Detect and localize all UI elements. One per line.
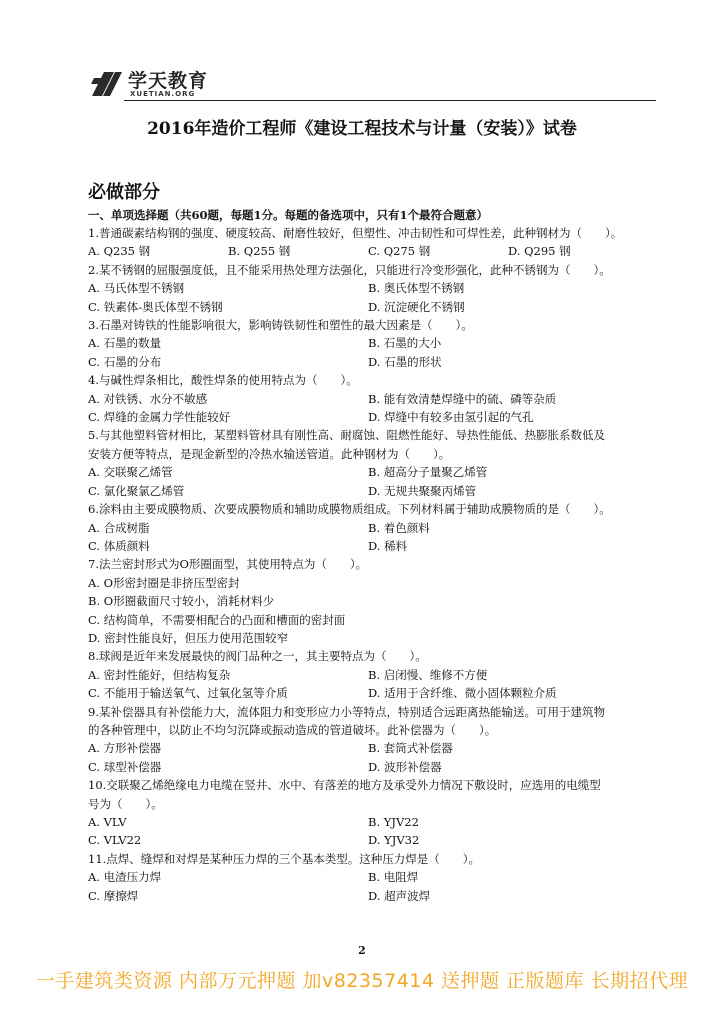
question-stem: 4.与碱性焊条相比，酸性焊条的使用特点为（ ）。: [88, 373, 358, 388]
answer-option: B. 套筒式补偿器: [368, 741, 453, 756]
answer-option: B. YJV22: [368, 815, 419, 829]
options-row: [88, 463, 660, 481]
answer-option: C. 石墨的分布: [88, 354, 162, 369]
question-item: [88, 261, 660, 316]
answer-option: A. 对铁锈、水分不敏感: [88, 391, 208, 406]
answer-option: D. 适用于含纤维、微小固体颗粒介质: [368, 686, 557, 701]
options-row: [88, 592, 660, 610]
document-title: 2016年造价工程师《建设工程技术与计量（安装）》试卷: [147, 119, 577, 139]
question-list: [88, 224, 660, 905]
options-row: [88, 611, 660, 629]
options-row: [88, 887, 660, 905]
answer-option: D. 无规共聚聚丙烯管: [368, 483, 477, 498]
question-item: [88, 850, 660, 905]
answer-option: C. 球型补偿器: [88, 759, 162, 774]
answer-option: C. 摩擦焊: [88, 888, 139, 903]
question-item: [88, 776, 660, 850]
question-stem: 号为（ ）。: [88, 796, 163, 811]
question-stem: 11.点焊、缝焊和对焊是某种压力焊的三个基本类型。这种压力焊是（ ）。: [88, 851, 481, 866]
options-row: [88, 353, 660, 371]
header-divider: [124, 100, 656, 101]
part-instructions: 一、单项选择题（共60题，每题1分。每题的备选项中，只有1个最符合题意）: [88, 208, 489, 222]
answer-option: B. 着色颜料: [368, 520, 430, 535]
question-item: [88, 426, 660, 500]
question-item: [88, 703, 660, 777]
answer-option: B. 启闭慢、维修不方便: [368, 667, 488, 682]
question-stem: 8.球阀是近年来发展最快的阀门品种之一，其主要特点为（ ）。: [88, 649, 427, 664]
answer-option: D. 焊缝中有较多由氢引起的气孔: [368, 410, 534, 425]
answer-option: D. 波形补偿器: [368, 759, 442, 774]
answer-option: B. 电阻焊: [368, 870, 419, 885]
answer-option: A. O形密封圈是非挤压型密封: [88, 575, 240, 590]
answer-option: A. 密封性能好，但结构复杂: [88, 667, 231, 682]
answer-option: D. 稀料: [368, 538, 408, 553]
question-item: [88, 316, 660, 371]
options-row: [88, 537, 660, 555]
options-row: [88, 666, 660, 684]
answer-option: A. 合成树脂: [88, 520, 150, 535]
answer-option: B. 奥氏体型不锈钢: [368, 281, 465, 296]
answer-option: C. 结构简单，不需要相配合的凸面和槽面的密封面: [88, 612, 346, 627]
page-number: 2: [358, 944, 366, 957]
question-item: [88, 647, 660, 702]
question-stem: 10.交联聚乙烯绝缘电力电缆在竖井、水中、有落差的地方及承受外力情况下敷设时，应选用的电缆型: [88, 778, 601, 793]
options-row: [88, 334, 660, 352]
options-row: [88, 298, 660, 316]
answer-option: D. 沉淀硬化不锈钢: [368, 299, 465, 314]
logo-text: 学天教育: [128, 70, 209, 92]
answer-option: B. 石墨的大小: [368, 336, 442, 351]
question-stem: 3.石墨对铸铁的性能影响很大，影响铸铁韧性和塑性的最大因素是（ ）。: [88, 318, 473, 333]
answer-option: C. Q275 钢: [368, 244, 431, 259]
answer-option: D. 密封性能良好，但压力使用范围较窄: [88, 630, 289, 645]
answer-option: A. 电渣压力焊: [88, 870, 162, 885]
answer-option: C. 氯化聚氯乙烯管: [88, 483, 185, 498]
options-row: [88, 831, 660, 849]
answer-option: D. Q295 钢: [508, 244, 571, 259]
answer-option: C. 不能用于输送氧气、过氧化氢等介质: [88, 686, 288, 701]
answer-option: B. 超高分子量聚乙烯管: [368, 465, 488, 480]
options-row: [88, 813, 660, 831]
options-row: [88, 868, 660, 886]
answer-option: A. Q235 钢: [88, 244, 151, 259]
options-row: [88, 242, 660, 260]
answer-option: C. 铁素体-奥氏体型不锈钢: [88, 299, 223, 314]
question-stem: 6.涂料由主要成膜物质、次要成膜物质和辅助成膜物质组成。下列材料属于辅助成膜物质的是（ ）。: [88, 502, 611, 517]
question-stem: 的各种管理中，以防止不均匀沉降或振动造成的管道破坏。此补偿器为（ ）。: [88, 722, 497, 737]
answer-option: B. Q255 钢: [228, 244, 291, 259]
page-header: [90, 66, 656, 102]
answer-option: C. VLV22: [88, 833, 142, 848]
answer-option: A. 马氏体型不锈钢: [88, 281, 185, 296]
options-row: [88, 519, 660, 537]
xuetian-logo-icon: [90, 68, 124, 98]
section-title: 必做部分: [88, 182, 160, 203]
question-stem: 2.某不锈钢的屈服强度低，且不能采用热处理方法强化，只能进行冷变形强化，此种不锈钢为（ ）。: [88, 262, 611, 277]
answer-option: C. 焊缝的金属力学性能较好: [88, 410, 231, 425]
answer-option: D. YJV32: [368, 833, 420, 848]
answer-option: A. 交联聚乙烯管: [88, 465, 173, 480]
question-item: [88, 224, 660, 261]
answer-option: B. 能有效清楚焊缝中的硫、磷等杂质: [368, 391, 557, 406]
question-stem: 9.某补偿器具有补偿能力大，流体阻力和变形应力小等特点，特别适合远距离热能输送。可用于建筑物: [88, 704, 605, 719]
answer-option: B. O形圈截面尺寸较小，消耗材料少: [88, 594, 275, 609]
options-row: [88, 629, 660, 647]
options-row: [88, 758, 660, 776]
options-row: [88, 482, 660, 500]
question-item: [88, 500, 660, 555]
options-row: [88, 408, 660, 426]
question-stem: 5.与其他塑料管材相比，某塑料管材具有刚性高、耐腐蚀、阻燃性能好、导热性能低、热膨胀系数低及: [88, 428, 605, 443]
options-row: [88, 390, 660, 408]
question-stem: 1.普通碳素结构钢的强度、硬度较高、耐磨性较好，但塑性、冲击韧性和可焊性差，此种钢材为（ ）。: [88, 226, 623, 240]
footer-promo-banner: 一手建筑类资源 内部万元押题 加v82357414 送押题 正版题库 长期招代理: [35, 970, 689, 992]
question-item: [88, 555, 660, 647]
question-item: [88, 371, 660, 426]
answer-option: D. 石墨的形状: [368, 354, 442, 369]
options-row: [88, 684, 660, 702]
options-row: [88, 739, 660, 757]
question-stem: 7.法兰密封形式为O形圈面型，其使用特点为（ ）。: [88, 557, 368, 572]
answer-option: A. 石墨的数量: [88, 336, 162, 351]
answer-option: A. 方形补偿器: [88, 741, 162, 756]
answer-option: D. 超声波焊: [368, 888, 431, 903]
logo-domain: XUETIAN.ORG: [130, 90, 196, 98]
options-row: [88, 574, 660, 592]
question-stem: 安装方便等特点，是现金新型的冷热水输送管道。此种钢材为（ ）。: [88, 446, 451, 461]
answer-option: C. 体质颜料: [88, 538, 150, 553]
options-row: [88, 279, 660, 297]
answer-option: A. VLV: [88, 815, 127, 829]
